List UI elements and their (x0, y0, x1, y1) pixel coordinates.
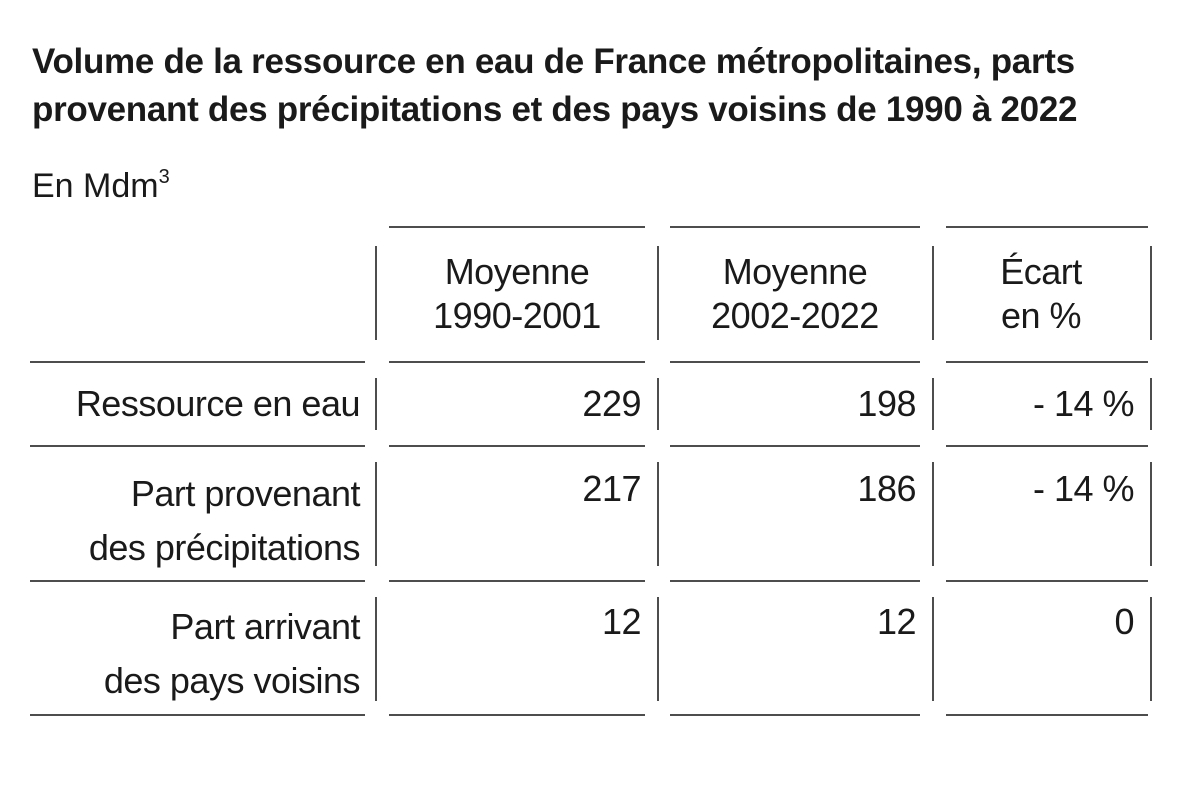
row-3-separator-3 (932, 597, 934, 701)
column-header-1-line-1: Moyenne (444, 251, 590, 292)
row-1-rule-col3 (946, 445, 1148, 447)
header-separator-2 (657, 246, 659, 340)
unit-superscript: 3 (158, 166, 170, 188)
header-separator-3 (932, 246, 934, 340)
row-1-label (30, 382, 360, 426)
row-1-value-2: 198 (857, 383, 916, 424)
row-1-separator-3 (932, 378, 934, 430)
column-header-3 (946, 250, 1136, 338)
row-2-value-3: - 14 % (1032, 468, 1134, 509)
header-bottom-rule-label (30, 361, 365, 363)
row-1-rule-label (30, 445, 365, 447)
row-2-value-1: 217 (582, 468, 641, 509)
row-3-separator-2 (657, 597, 659, 701)
row-2-separator-1 (375, 462, 377, 566)
row-2-separator-4 (1150, 462, 1152, 566)
row-3-value-1: 12 (601, 601, 641, 642)
unit-text: En Mdm (32, 167, 159, 205)
row-3-separator-1 (375, 597, 377, 701)
row-2-label-line-1: Part provenant (130, 473, 360, 514)
row-3-value-2: 12 (876, 601, 916, 642)
row-1-value-3: - 14 % (1032, 383, 1134, 424)
table-bottom-rule-col2 (670, 714, 920, 716)
chart-title (32, 38, 1152, 134)
row-2-rule-col2 (670, 580, 920, 582)
column-header-1-line-2: 1990-2001 (433, 295, 601, 336)
unit-subtitle (32, 155, 170, 208)
column-header-2-line-1: Moyenne (722, 251, 868, 292)
row-3-value-3: 0 (1114, 601, 1134, 642)
row-3-label (30, 600, 360, 708)
header-top-rule-col1 (389, 226, 645, 228)
row-2-separator-3 (932, 462, 934, 566)
header-bottom-rule-col1 (389, 361, 645, 363)
table-bottom-rule-col3 (946, 714, 1148, 716)
row-1-separator-4 (1150, 378, 1152, 430)
row-3-label-line-2: des pays voisins (103, 660, 360, 701)
header-bottom-rule-col3 (946, 361, 1148, 363)
table-bottom-rule-col1 (389, 714, 645, 716)
row-1-value-1: 229 (582, 383, 641, 424)
row-1-label-line-1: Ressource en eau (75, 383, 360, 424)
row-3-separator-4 (1150, 597, 1152, 701)
row-2-label-line-2: des précipitations (88, 527, 360, 568)
column-header-1 (389, 250, 645, 338)
row-2-rule-col1 (389, 580, 645, 582)
header-top-rule-col2 (670, 226, 920, 228)
column-header-2-line-2: 2002-2022 (711, 295, 879, 336)
header-separator-4 (1150, 246, 1152, 340)
row-2-rule-col3 (946, 580, 1148, 582)
row-1-separator-1 (375, 378, 377, 430)
row-2-rule-label (30, 580, 365, 582)
column-header-3-line-2: en % (1000, 295, 1082, 336)
table-bottom-rule-label (30, 714, 365, 716)
header-bottom-rule-col2 (670, 361, 920, 363)
row-2-separator-2 (657, 462, 659, 566)
header-separator-1 (375, 246, 377, 340)
chart-title-line-1: Volume de la ressource en eau de France métropolitaines, parts (32, 42, 1075, 81)
row-2-label (30, 467, 360, 575)
header-top-rule-col3 (946, 226, 1148, 228)
row-2-value-2: 186 (857, 468, 916, 509)
row-1-rule-col1 (389, 445, 645, 447)
column-header-3-line-1: Écart (1000, 251, 1082, 292)
row-3-label-line-1: Part arrivant (170, 606, 360, 647)
row-1-rule-col2 (670, 445, 920, 447)
column-header-2 (670, 250, 920, 338)
chart-title-line-2: provenant des précipitations et des pays voisins de 1990 à 2022 (32, 90, 1078, 129)
row-1-separator-2 (657, 378, 659, 430)
